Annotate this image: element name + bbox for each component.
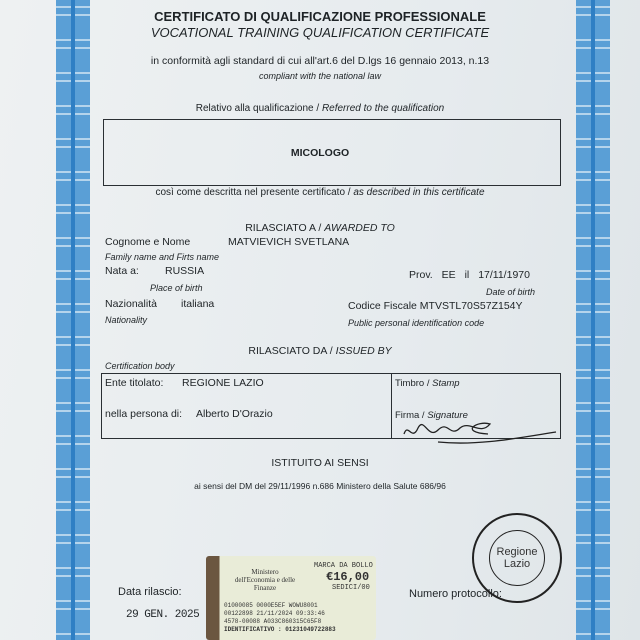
stamp-label: Timbro / Stamp bbox=[395, 378, 460, 389]
conformity-italian: in conformità agli standard di cui all'art.6 del D.lgs 16 gennaio 2013, n.13 bbox=[150, 55, 490, 67]
qualification-value: MICOLOGO bbox=[290, 147, 350, 159]
name-label: Cognome e Nome bbox=[105, 236, 191, 248]
issued-heading: RILASCIATO DA / ISSUED BY bbox=[248, 345, 392, 357]
entity-value: REGIONE LAZIO bbox=[182, 377, 264, 389]
release-date-label: Data rilascio: bbox=[118, 586, 182, 598]
instituted-text: ai sensi del DM del 29/11/1996 n.686 Ministero della Salute 686/96 bbox=[194, 481, 446, 491]
certification-body-label: Certification body bbox=[105, 361, 175, 371]
awarded-heading: RILASCIATO A / AWARDED TO bbox=[245, 222, 395, 234]
conformity-english: compliant with the national law bbox=[258, 71, 382, 81]
revenue-stamp: Ministero dell'Economia e delle Finanze MARCA DA BOLLO €16,00 SEDICI/00 01000085 0000E5EF WOWU8001 00122898 21/11/2024 09:33:46 4578-00088 A033C860315C65F8 IDENTIFICATIVO : 01231049722883 bbox=[206, 556, 376, 640]
instituted-heading: ISTITUITO AI SENSI bbox=[271, 457, 369, 469]
signature-label: Firma / Signature bbox=[395, 410, 468, 421]
person-value: Alberto D'Orazio bbox=[196, 408, 273, 420]
regione-lazio-seal: Regione Lazio bbox=[472, 513, 562, 603]
nationality-label-english: Nationality bbox=[105, 315, 148, 325]
qualification-description: così come descritta nel presente certificato / as described in this certificate bbox=[155, 187, 485, 198]
person-label: nella persona di: bbox=[105, 408, 183, 420]
birthplace-value: RUSSIA bbox=[165, 265, 205, 277]
birthplace-label: Nata a: bbox=[105, 265, 139, 277]
qualification-label: Relativo alla qualificazione / Referred to the qualification bbox=[195, 103, 445, 114]
name-value: MATVIEVICH SVETLANA bbox=[228, 236, 350, 248]
nationality-label: Nazionalità bbox=[105, 298, 157, 310]
handwritten-signature bbox=[398, 412, 558, 452]
protocol-number-label: Numero protocollo: bbox=[409, 588, 502, 600]
tax-code: Codice Fiscale MTVSTL70S57Z154Y bbox=[348, 300, 523, 312]
title-italian: CERTIFICATO DI QUALIFICAZIONE PROFESSIONALE bbox=[154, 9, 486, 24]
tax-code-label-english: Public personal identification code bbox=[348, 318, 485, 328]
release-date-value: 29 GEN. 2025 bbox=[126, 609, 200, 621]
entity-label: Ente titolato: bbox=[105, 377, 164, 389]
title-english: VOCATIONAL TRAINING QUALIFICATION CERTIFICATE bbox=[150, 25, 490, 40]
issuer-divider bbox=[391, 373, 392, 439]
left-decorative-border bbox=[56, 0, 90, 640]
birthplace-label-english: Place of birth bbox=[150, 283, 203, 293]
province-and-dob: Prov. EE il 17/11/1970 bbox=[409, 269, 530, 281]
nationality-value: italiana bbox=[181, 298, 215, 310]
right-decorative-border bbox=[576, 0, 610, 640]
name-label-english: Family name and Firts name bbox=[105, 252, 220, 262]
dob-label-english: Date of birth bbox=[486, 287, 536, 297]
